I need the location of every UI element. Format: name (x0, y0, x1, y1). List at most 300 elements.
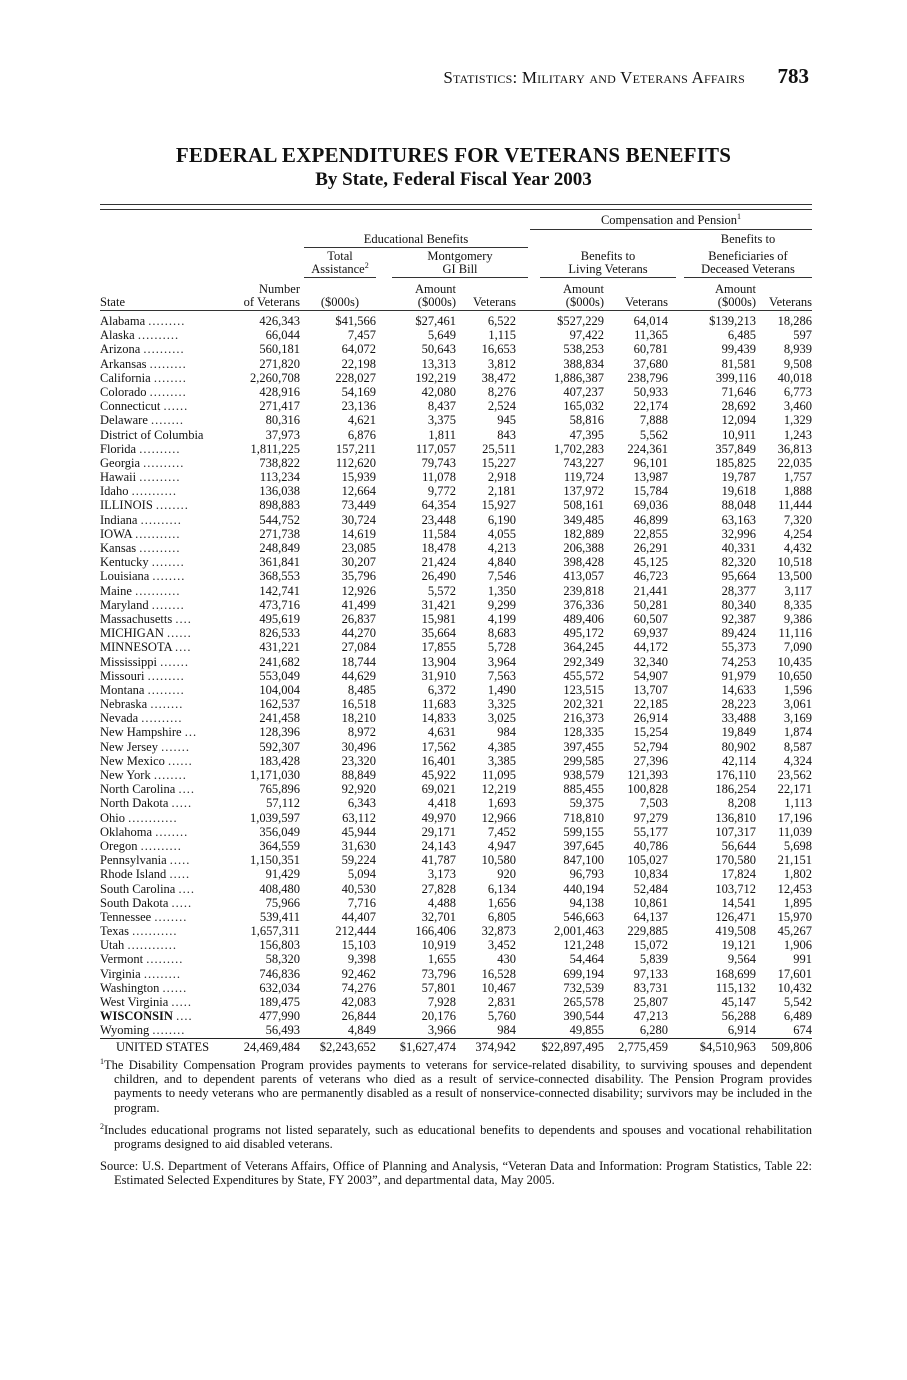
cell-gi-amt: 42,080 (421, 384, 456, 399)
cell-ta: 74,276 (341, 980, 376, 995)
state-cell (100, 655, 226, 669)
cell-ta: 44,629 (341, 668, 376, 683)
dot-leader: ...... (163, 399, 189, 414)
dot-leader: ..... (171, 995, 193, 1009)
state-name: Pennsylvania (100, 853, 167, 868)
state-name: Montana (100, 682, 145, 697)
state-cell (100, 527, 226, 541)
cell-lv-amt: 96,793 (569, 867, 604, 882)
cell-dv-amt: 136,810 (715, 810, 756, 825)
cell-lv-vet: 229,885 (627, 924, 668, 939)
cell-ta: 30,496 (341, 739, 376, 754)
table-row (100, 612, 812, 626)
cell-ta: 8,485 (347, 682, 376, 697)
state-cell (100, 456, 226, 470)
table-row (100, 967, 812, 981)
cell-dv-vet: 22,035 (777, 455, 812, 470)
cell-lv-vet: 96,101 (633, 455, 668, 470)
cell-lv-amt: 847,100 (563, 853, 604, 868)
cell-lv-vet: 45,125 (633, 555, 668, 570)
cell-vets: 2,260,708 (250, 370, 300, 385)
state-name: West Virginia (100, 995, 169, 1009)
cell-lv-amt: 397,645 (563, 838, 604, 853)
cell-dv-amt: 419,508 (715, 924, 756, 939)
cell-vets: 58,320 (265, 952, 300, 967)
cell-lv-amt: 398,428 (563, 555, 604, 570)
cell-ta: 41,499 (341, 597, 376, 612)
cell-lv-amt: 216,373 (563, 711, 604, 726)
cell-gi-amt: 5,572 (427, 583, 456, 598)
state-name: South Dakota (100, 895, 169, 910)
cell-vets: 104,004 (259, 682, 300, 697)
state-name: WISCONSIN (100, 1009, 173, 1024)
state-name: New Hampshire (100, 725, 182, 740)
cell-gi-amt: 11,683 (422, 697, 456, 712)
footnote-1-mark: 1 (100, 1056, 104, 1066)
state-name: ILLINOIS (100, 498, 153, 513)
table-row (100, 456, 812, 470)
cell-lv-amt: 440,194 (563, 881, 604, 896)
cell-gi-vet: 4,385 (487, 739, 516, 754)
table-row (100, 697, 812, 711)
cell-gi-vet: 7,546 (487, 569, 516, 584)
dot-leader: .... (175, 611, 192, 626)
cell-dv-vet: 1,113 (784, 796, 812, 811)
state-name: Idaho (100, 484, 129, 499)
cell-lv-amt: 121,248 (563, 938, 604, 953)
cell-ta: 9,398 (347, 952, 376, 967)
cell-ta: 12,664 (341, 484, 376, 499)
cell-lv-amt: 123,515 (563, 682, 604, 697)
cell-gi-amt: 3,173 (427, 867, 456, 882)
cell-ta: 5,094 (347, 867, 376, 882)
cell-dv-amt: 12,094 (721, 413, 756, 428)
state-cell (100, 541, 226, 555)
cell-gi-vet: 32,873 (481, 924, 516, 939)
cell-vets: 408,480 (259, 881, 300, 896)
cell-gi-vet: 4,213 (487, 541, 516, 555)
header-total-assist-2: Assistance$^2$ (311, 260, 369, 276)
cell-ta: 18,210 (341, 711, 376, 726)
state-name: Mississippi (100, 654, 157, 669)
dot-leader: ........ (151, 597, 185, 612)
cell-lv-amt: $527,229 (557, 314, 604, 328)
cell-gi-amt: 166,406 (415, 924, 456, 939)
cell-ta: 14,619 (341, 526, 376, 541)
state-cell (100, 598, 226, 612)
footnote-2-text: Includes educational programs not listed separately, such as educational benefits to dependents and spouses and vocational rehabilitation programs designed to aid disabled veterans. (104, 1122, 812, 1152)
cell-lv-vet: 13,707 (633, 682, 668, 697)
cell-dv-amt: 88,048 (721, 498, 756, 513)
state-cell (100, 896, 226, 910)
cell-gi-vet: 8,683 (487, 626, 516, 641)
cell-ta: 16,518 (341, 697, 376, 712)
cell-dv-vet: 13,500 (777, 569, 812, 584)
cell-dv-vet: 3,117 (784, 583, 812, 598)
table-row (100, 598, 812, 612)
cell-dv-vet: 45,267 (777, 924, 812, 939)
cell-vets: 241,682 (259, 654, 300, 669)
cell-gi-amt: 29,171 (421, 824, 456, 839)
dot-leader: ....... (161, 739, 190, 754)
cell-dv-vet: 3,061 (783, 697, 812, 712)
cell-ta: 4,621 (347, 413, 376, 428)
cell-dv-vet: 4,324 (783, 753, 812, 768)
state-name: Hawaii (100, 470, 137, 485)
state-cell (100, 413, 226, 427)
cell-vets: 473,716 (259, 597, 300, 612)
cell-gi-vet: 6,134 (487, 881, 516, 896)
state-name: Nebraska (100, 697, 148, 712)
cell-vets: 539,411 (259, 909, 300, 924)
state-name: Indiana (100, 512, 138, 527)
state-name: Texas (100, 924, 129, 939)
cell-gi-vet: 920 (497, 867, 516, 882)
cell-ta: 35,796 (341, 569, 376, 584)
state-name: New Jersey (100, 739, 158, 754)
cell-lv-vet: 21,441 (633, 583, 668, 598)
dot-leader: .......... (143, 455, 185, 470)
cell-ta: 42,083 (341, 995, 376, 1009)
cell-gi-amt: 8,437 (427, 399, 456, 414)
dot-leader: ......... (147, 668, 185, 683)
table-row (100, 385, 812, 399)
cell-gi-amt: 73,796 (421, 966, 456, 981)
total-vets: 24,469,484 (226, 1038, 300, 1054)
dot-leader: ........... (135, 526, 181, 541)
cell-gi-amt: 117,057 (415, 441, 456, 456)
cell-dv-vet: 10,518 (777, 555, 812, 570)
cell-lv-amt: 1,886,387 (554, 370, 604, 385)
cell-dv-amt: 32,996 (721, 526, 756, 541)
table-row (100, 626, 812, 640)
cell-gi-vet: 6,522 (487, 314, 516, 328)
dot-leader: .......... (137, 328, 180, 343)
cell-lv-vet: 40,786 (633, 838, 668, 853)
cell-lv-amt: 47,395 (569, 427, 604, 442)
cell-dv-vet: 1,596 (783, 682, 812, 697)
cell-lv-vet: 69,036 (633, 498, 668, 513)
state-cell (100, 910, 226, 924)
deceased-rule (684, 277, 812, 278)
table-row (100, 811, 812, 825)
dot-leader: .... (175, 640, 192, 655)
dot-leader: ....... (160, 654, 189, 669)
cell-gi-amt: 18,478 (421, 541, 456, 555)
cell-gi-vet: 4,199 (487, 611, 516, 626)
cell-dv-vet: 9,386 (783, 611, 812, 626)
header-lv-veterans: Veterans (624, 295, 668, 309)
cell-lv-vet: 10,834 (633, 867, 668, 882)
cell-vets: 738,822 (259, 455, 300, 470)
table-row (100, 768, 812, 782)
cell-lv-amt: 599,155 (563, 824, 604, 839)
table-row (100, 342, 812, 356)
page-title: FEDERAL EXPENDITURES FOR VETERANS BENEFITS (175, 143, 732, 167)
cell-dv-amt: 17,824 (721, 867, 756, 882)
cell-lv-amt: 49,855 (569, 1023, 604, 1038)
table-row (100, 839, 812, 853)
cell-lv-vet: 13,987 (633, 470, 668, 485)
table-row (100, 910, 812, 924)
header-edu-benefits: Educational Benefits (363, 232, 469, 246)
cell-gi-amt: 31,910 (421, 668, 456, 683)
header-number-1: Number (259, 282, 300, 296)
cell-lv-vet: 224,361 (627, 441, 668, 456)
table-row (100, 527, 812, 541)
dot-leader: ......... (149, 384, 187, 399)
cell-dv-vet: 12,453 (777, 881, 812, 896)
cell-ta: 6,876 (347, 427, 376, 442)
cell-dv-vet: 1,888 (783, 484, 812, 499)
cell-gi-vet: 16,653 (481, 342, 516, 357)
state-name: Georgia (100, 455, 141, 470)
cell-lv-amt: 397,455 (563, 739, 604, 754)
state-cell (100, 569, 226, 583)
cell-dv-vet: 10,432 (777, 980, 812, 995)
cell-dv-amt: 28,377 (721, 583, 756, 598)
cell-lv-amt: 885,455 (563, 782, 604, 797)
cell-lv-vet: 5,562 (639, 427, 668, 442)
cell-lv-amt: 54,464 (569, 952, 604, 967)
cell-lv-vet: 26,291 (633, 541, 668, 555)
cell-dv-vet: 8,587 (783, 739, 812, 754)
cell-dv-vet: 11,116 (778, 626, 812, 641)
cell-vets: 431,221 (259, 640, 300, 655)
state-name: Missouri (100, 668, 145, 683)
cell-gi-amt: $27,461 (415, 314, 456, 328)
cell-gi-vet: 7,452 (487, 824, 516, 839)
state-cell (100, 385, 226, 399)
table-row (100, 825, 812, 839)
cell-gi-vet: 15,927 (481, 498, 516, 513)
cell-gi-vet: 984 (497, 725, 516, 740)
dot-leader: .......... (141, 711, 183, 726)
cell-lv-vet: 238,796 (627, 370, 668, 385)
state-cell (100, 952, 226, 966)
state-cell (100, 853, 226, 867)
cell-lv-amt: 413,057 (563, 569, 604, 584)
state-name: Kansas (100, 541, 137, 555)
cell-vets: 898,883 (259, 498, 300, 513)
cell-vets: 156,803 (259, 938, 300, 953)
state-cell (100, 754, 226, 768)
title-block (0, 142, 907, 192)
cell-dv-amt: 126,471 (715, 909, 756, 924)
cell-gi-amt: 4,631 (427, 725, 456, 740)
cell-dv-amt: 80,902 (721, 739, 756, 754)
total-gi-vet: 374,942 (456, 1038, 516, 1054)
cell-vets: 1,150,351 (250, 853, 300, 868)
state-name: Alabama (100, 314, 146, 328)
cell-ta: 7,716 (347, 895, 376, 910)
state-name: North Carolina (100, 782, 176, 797)
state-name: Connecticut (100, 399, 161, 414)
footnote-1-text: The Disability Compensation Program provides payments to veterans for service-related disability, to surviving spouses and dependent children, and to dependent parents of veterans who died as a result of service-connected disability. The Pension Program provides payments to needy veterans who are permanently disabled as a result of nonservice-connected disability; survivors may be included in the program. (104, 1058, 812, 1115)
source-text: Source: U.S. Department of Veterans Affairs, Office of Planning and Analysis, “Veteran Data and Information: Program Statistics, Table 22: Estimated Selected Expenditures by State, FY 2003”, and departmental data, May 2005. (100, 1159, 812, 1188)
cell-ta: 23,085 (341, 541, 376, 555)
cell-vets: 765,896 (259, 782, 300, 797)
dot-leader: ............ (128, 810, 178, 825)
header-gi-veterans: Veterans (472, 295, 516, 309)
cell-lv-amt: 119,724 (563, 470, 604, 485)
cell-gi-vet: 10,580 (481, 853, 516, 868)
cell-ta: 92,462 (341, 966, 376, 981)
table-row (100, 711, 812, 725)
table-row (100, 938, 812, 952)
cell-dv-amt: 71,646 (721, 384, 756, 399)
cell-vets: 361,841 (259, 555, 300, 570)
dot-leader: ........ (151, 555, 185, 570)
state-name: Virginia (100, 966, 141, 981)
cell-vets: 248,849 (259, 541, 300, 555)
dot-leader: .... (176, 1009, 193, 1024)
cell-gi-vet: 2,524 (487, 399, 516, 414)
dot-leader: ..... (169, 867, 191, 882)
cell-dv-vet: 10,650 (777, 668, 812, 683)
cell-dv-vet: 597 (793, 328, 812, 343)
table-row (100, 952, 812, 966)
cell-gi-vet: 8,276 (487, 384, 516, 399)
dot-leader: ........ (153, 370, 187, 385)
cell-lv-vet: 60,781 (633, 342, 668, 357)
total-dv-vet: 509,806 (756, 1038, 812, 1054)
cell-dv-vet: 1,243 (783, 427, 812, 442)
dot-leader: ......... (143, 966, 181, 981)
cell-vets: 56,493 (265, 1023, 300, 1038)
cell-ta: $41,566 (335, 314, 376, 328)
cell-gi-vet: 4,840 (487, 555, 516, 570)
cell-dv-amt: 80,340 (721, 597, 756, 612)
table-row (100, 442, 812, 456)
cell-gi-vet: 16,528 (481, 966, 516, 981)
cell-gi-vet: 12,966 (481, 810, 516, 825)
cell-lv-amt: 489,406 (563, 611, 604, 626)
cell-lv-vet: 10,861 (633, 895, 668, 910)
state-cell (100, 669, 226, 683)
total-dv-amt: $4,510,963 (668, 1038, 756, 1054)
cell-dv-vet: 7,090 (783, 640, 812, 655)
table-row (100, 725, 812, 739)
cell-lv-amt: 455,572 (563, 668, 604, 683)
cell-dv-vet: 4,432 (783, 541, 812, 555)
cell-ta: 18,744 (341, 654, 376, 669)
state-name: Maryland (100, 597, 149, 612)
total-label: UNITED STATES (100, 1038, 226, 1054)
cell-gi-vet: 3,385 (487, 753, 516, 768)
dot-leader: ........... (131, 484, 177, 499)
cell-dv-amt: 6,914 (727, 1023, 756, 1038)
cell-gi-amt: 35,664 (421, 626, 456, 641)
table-top-rule-2 (100, 209, 812, 210)
cell-gi-amt: 20,176 (421, 1009, 456, 1024)
cell-lv-vet: 52,484 (633, 881, 668, 896)
cell-dv-amt: 357,849 (715, 441, 756, 456)
cell-vets: 189,475 (259, 995, 300, 1009)
cell-vets: 271,417 (259, 399, 300, 414)
cell-gi-vet: 9,299 (487, 597, 516, 612)
cell-vets: 66,044 (265, 328, 300, 343)
cell-gi-vet: 12,219 (481, 782, 516, 797)
total-lv-vet: 2,775,459 (604, 1038, 668, 1054)
cell-dv-vet: 11,444 (778, 498, 812, 513)
cell-vets: 592,307 (259, 739, 300, 754)
cell-lv-vet: 25,807 (633, 995, 668, 1009)
cell-lv-amt: 299,585 (563, 753, 604, 768)
edu-benefits-rule (304, 247, 528, 248)
cell-gi-amt: 31,421 (421, 597, 456, 612)
cell-vets: 57,112 (266, 796, 300, 811)
cell-lv-amt: 938,579 (563, 768, 604, 782)
cell-lv-amt: 202,321 (563, 697, 604, 712)
cell-dv-vet: 22,171 (777, 782, 812, 797)
cell-dv-amt: 28,223 (721, 697, 756, 712)
cell-ta: 64,072 (341, 342, 376, 357)
cell-gi-vet: 843 (497, 427, 516, 442)
state-cell (100, 484, 226, 498)
cell-lv-vet: 83,731 (633, 980, 668, 995)
cell-dv-vet: 21,151 (777, 853, 812, 868)
comp-pension-rule (530, 229, 812, 230)
cell-gi-amt: 4,488 (427, 895, 456, 910)
state-cell (100, 428, 226, 442)
cell-ta: 63,112 (342, 810, 376, 825)
running-head (0, 66, 907, 94)
cell-lv-vet: 64,014 (633, 314, 668, 328)
cell-lv-vet: 50,933 (633, 384, 668, 399)
cell-dv-amt: 107,317 (715, 824, 756, 839)
cell-vets: 1,171,030 (250, 768, 300, 782)
cell-gi-amt: 10,919 (421, 938, 456, 953)
cell-dv-vet: 36,813 (777, 441, 812, 456)
state-name: Delaware (100, 413, 148, 428)
cell-gi-amt: 79,743 (421, 455, 456, 470)
cell-dv-vet: 1,906 (783, 938, 812, 953)
header-deceased-3: Deceased Veterans (701, 262, 795, 276)
cell-gi-amt: 11,584 (422, 526, 456, 541)
cell-lv-vet: 121,393 (627, 768, 668, 782)
cell-dv-amt: 186,254 (715, 782, 756, 797)
state-name: Colorado (100, 384, 147, 399)
dot-leader: ........ (150, 697, 184, 712)
cell-gi-amt: 24,143 (421, 838, 456, 853)
cell-gi-vet: 2,831 (487, 995, 516, 1009)
header-deceased-2: Beneficiaries of (708, 249, 788, 263)
dot-leader: ............ (127, 938, 177, 953)
table-row (100, 1023, 812, 1038)
dot-leader: ......... (149, 356, 187, 371)
cell-lv-vet: 7,503 (639, 796, 668, 811)
cell-dv-vet: 23,562 (777, 768, 812, 782)
state-cell (100, 342, 226, 356)
table-row (100, 371, 812, 385)
cell-gi-vet: 3,325 (487, 697, 516, 712)
cell-lv-amt: 546,663 (563, 909, 604, 924)
state-cell (100, 357, 226, 371)
table-row (100, 399, 812, 413)
cell-dv-amt: 115,132 (715, 980, 756, 995)
cell-gi-vet: 1,490 (487, 682, 516, 697)
cell-lv-vet: 54,907 (633, 668, 668, 683)
dot-leader: ........ (155, 498, 189, 513)
cell-ta: 15,103 (341, 938, 376, 953)
cell-lv-amt: 206,388 (563, 541, 604, 555)
dot-leader: ......... (148, 314, 186, 328)
state-name: Louisiana (100, 569, 150, 584)
cell-vets: 632,034 (259, 980, 300, 995)
dot-leader: ... (184, 725, 198, 740)
table-row (100, 853, 812, 867)
